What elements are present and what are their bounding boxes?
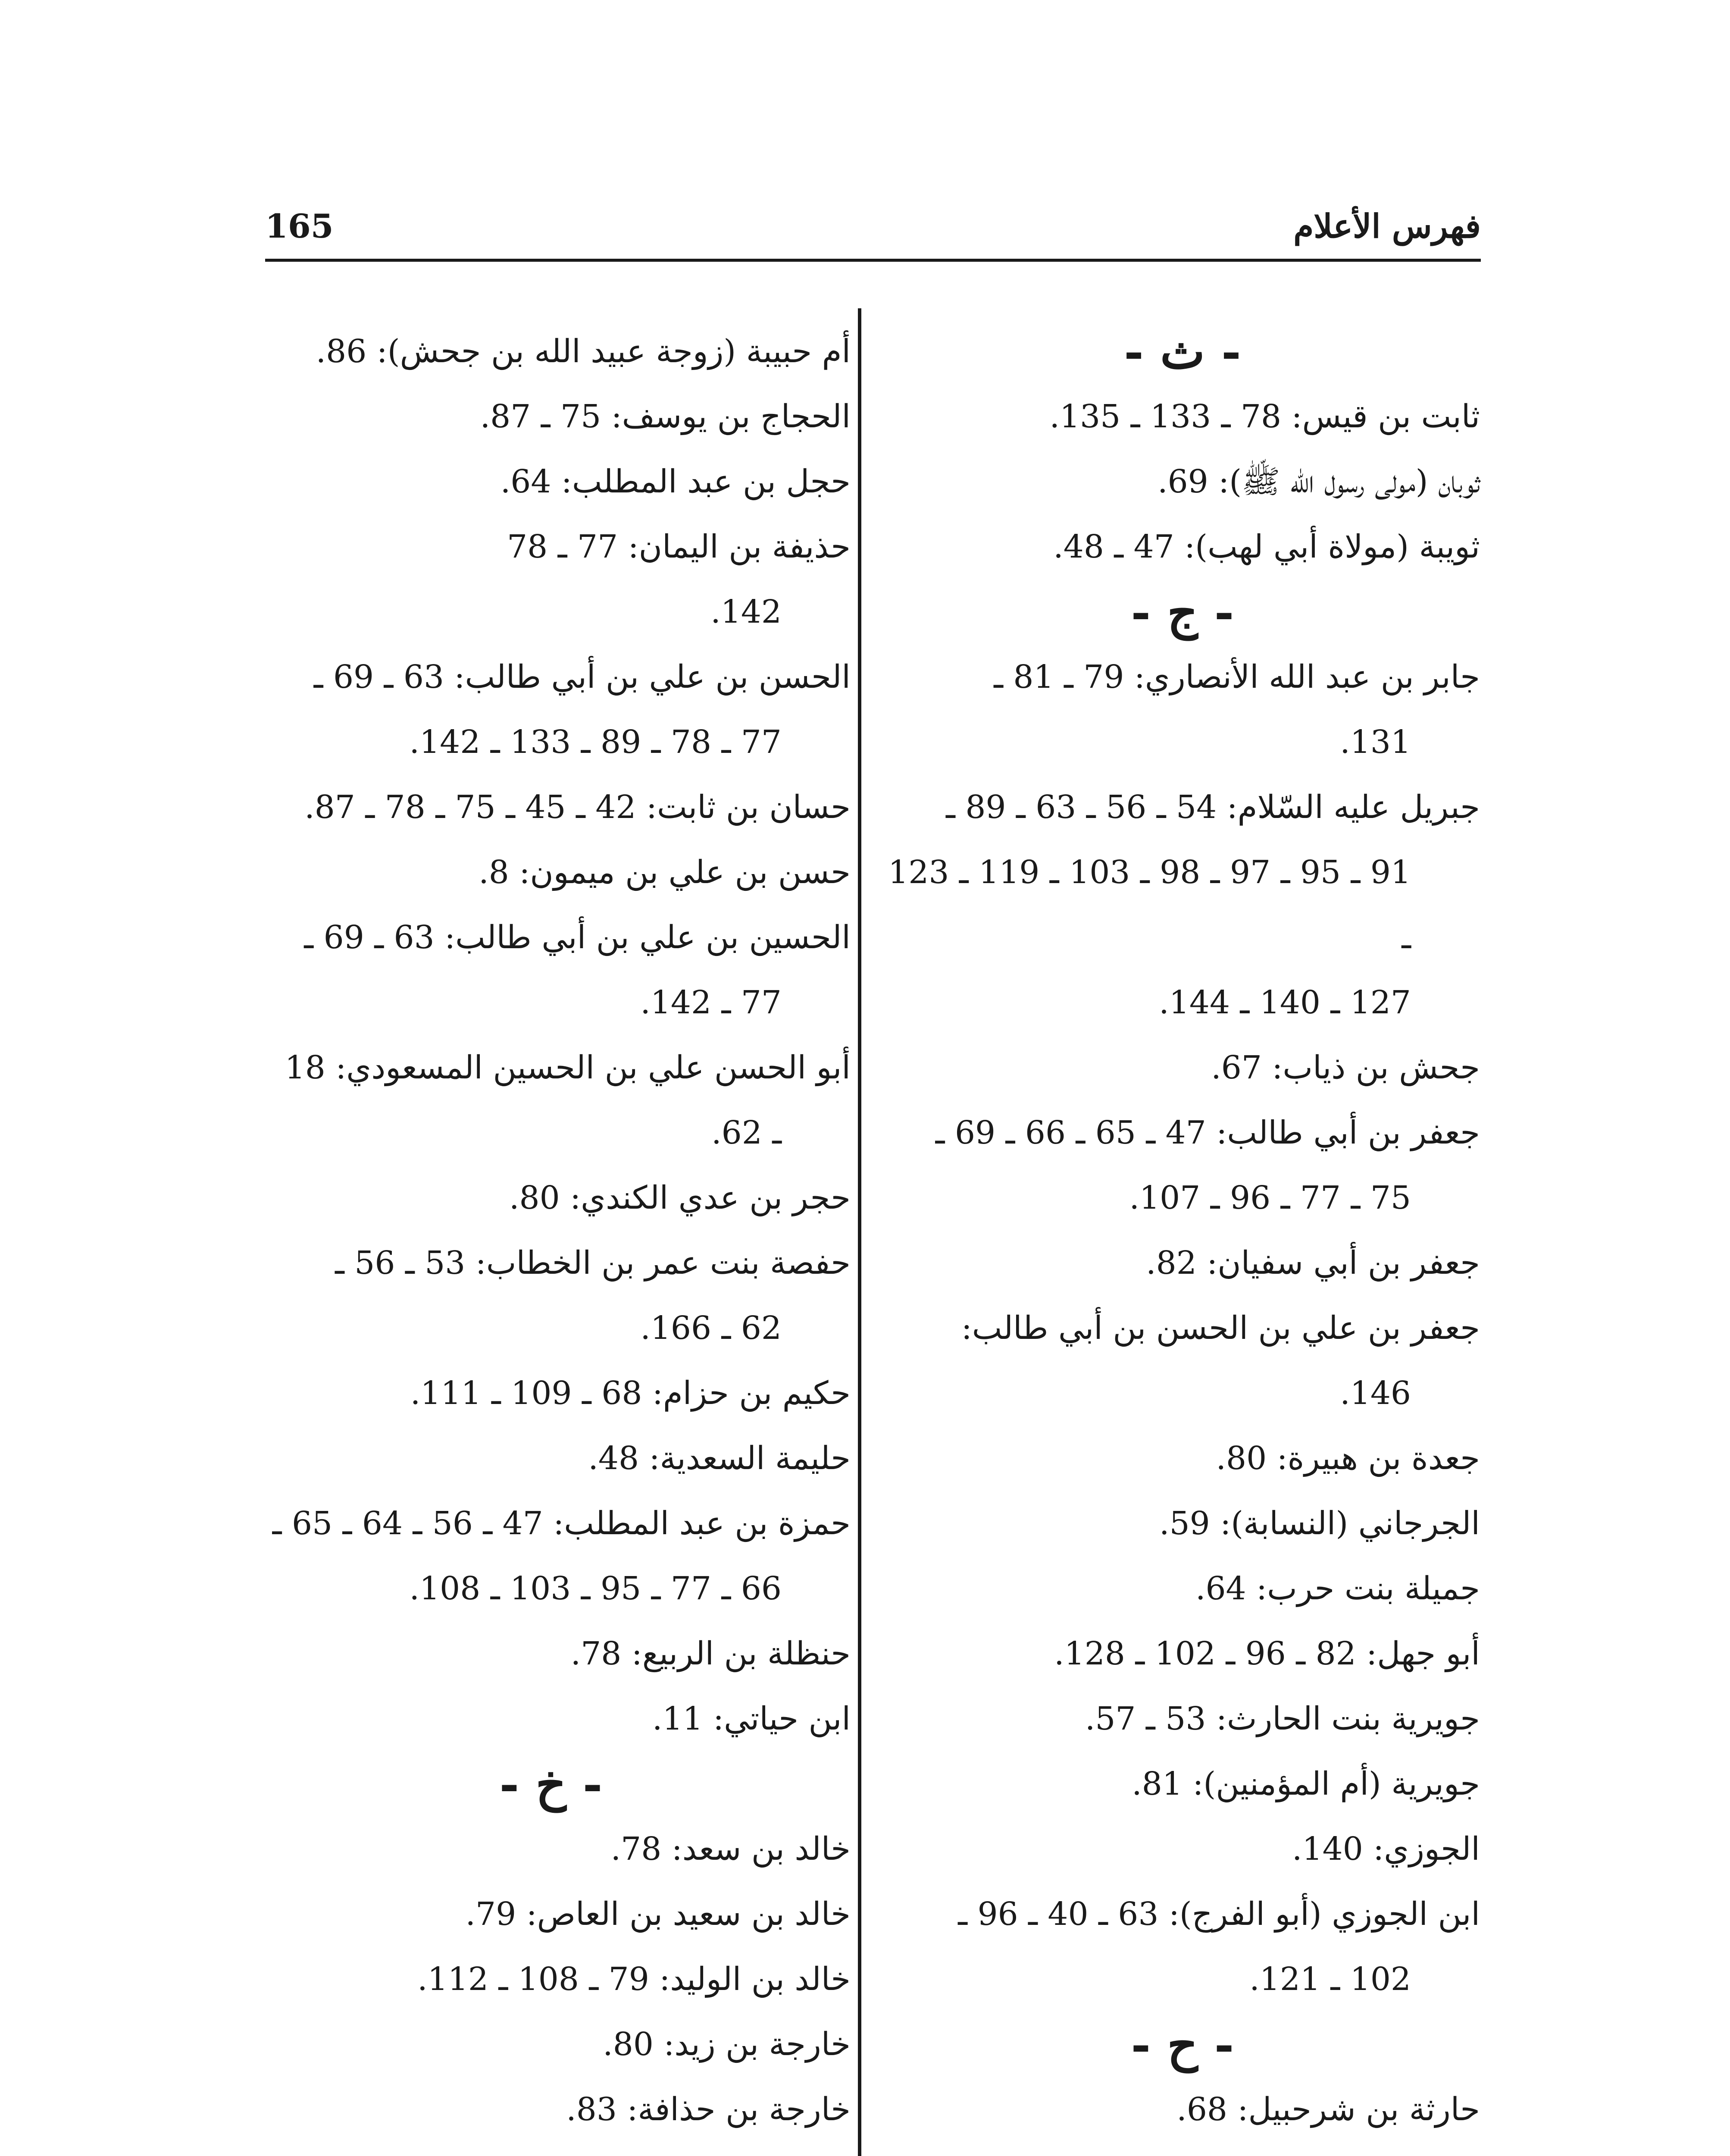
index-entry [251, 905, 851, 1035]
index-entry [885, 1296, 1480, 1426]
index-entry-text: جعفر بن علي بن الحسن بن أبي طالب: [961, 1310, 1480, 1347]
index-entry-text: الجوزي: 140. [1292, 1830, 1480, 1868]
index-entry-text: خالد بن سعيد بن العاص: 79. [465, 1896, 851, 1933]
index-entry-text: الجرجاني (النسابة): 59. [1159, 1505, 1480, 1542]
index-entry [251, 2142, 851, 2156]
index-entry-text: حمزة بن عبد المطلب: 47 ـ 56 ـ 64 ـ 65 ـ [272, 1505, 851, 1542]
index-entry [251, 1361, 851, 1426]
index-entry-text: حسن بن علي بن ميمون: 8. [479, 854, 851, 891]
index-entry-continuation: 75 ـ 77 ـ 96 ـ 107. [1129, 1179, 1411, 1216]
index-entry [885, 1556, 1480, 1621]
index-entry [251, 1231, 851, 1361]
index-entry-text: ثوبان (مولى رسول الله ﷺ): 69. [1158, 463, 1480, 500]
index-entry-text: أبو جهل: 82 ـ 96 ـ 102 ـ 128. [1054, 1635, 1480, 1672]
column-divider [858, 308, 861, 2156]
index-entry [885, 1882, 1480, 2012]
page-title: فهرس الأعلام [1293, 207, 1481, 245]
index-entry-text: حليمة السعدية: 48. [588, 1440, 851, 1477]
index-entry-text: خالد بن سعد: 78. [610, 1830, 851, 1868]
index-entry [251, 840, 851, 905]
index-entry-continuation: 146. [1340, 1375, 1411, 1412]
index-entry-text: جعدة بن هبيرة: 80. [1216, 1440, 1480, 1477]
index-entry-text: جعفر بن أبي سفيان: 82. [1146, 1244, 1480, 1282]
section-letter-heading: - ث - [1124, 324, 1241, 379]
index-entry-text: جويرية (أم المؤمنين): 81. [1132, 1765, 1480, 1802]
index-entry-text: جبريل عليه السّلام: 54 ـ 56 ـ 63 ـ 89 ـ [946, 789, 1480, 826]
index-entry-text: الحسن بن علي بن أبي طالب: 63 ـ 69 ـ [313, 658, 851, 696]
index-entry [885, 449, 1480, 514]
index-entry [885, 1621, 1480, 1686]
index-entry [885, 384, 1480, 449]
index-entry-continuation: ـ 62. [711, 1114, 782, 1151]
index-entry [251, 1817, 851, 1882]
index-entry [251, 2077, 851, 2142]
index-entry-continuation: 142. [710, 593, 782, 630]
index-entry-text: ثويبة (مولاة أبي لهب): 47 ـ 48. [1053, 528, 1480, 565]
index-entry [251, 1035, 851, 1166]
index-entry-continuation: 127 ـ 140 ـ 144. [1159, 984, 1411, 1021]
index-entry [251, 775, 851, 840]
index-entry [885, 2077, 1480, 2142]
index-entry [885, 1100, 1480, 1231]
index-entry-text: حارثة بن شرحبيل: 68. [1176, 2091, 1480, 2128]
index-entry-text: حسان بن ثابت: 42 ـ 45 ـ 75 ـ 78 ـ 87. [304, 789, 851, 826]
index-entry-text: حفصة بنت عمر بن الخطاب: 53 ـ 56 ـ [335, 1244, 851, 1282]
index-entry [251, 1491, 851, 1621]
index-entry-text: أم حبيبة (زوجة عبيد الله بن جحش): 86. [316, 333, 851, 370]
index-entry-text: جعفر بن أبي طالب: 47 ـ 65 ـ 66 ـ 69 ـ [935, 1114, 1480, 1151]
index-entry-text: خارجة بن زيد: 80. [603, 2026, 851, 2063]
index-entry-text: جويرية بنت الحارث: 53 ـ 57. [1085, 1700, 1480, 1737]
index-entry [885, 1231, 1480, 1296]
index-entry [885, 1752, 1480, 1817]
index-entry-text: حذيفة بن اليمان: 77 ـ 78 [507, 528, 851, 565]
index-entry [885, 645, 1480, 775]
index-entry-text: أبو الحسن علي بن الحسين المسعودي: 18 [285, 1049, 851, 1086]
index-entry-text: حجل بن عبد المطلب: 64. [500, 463, 851, 500]
index-entry [885, 775, 1480, 1035]
index-entry [251, 2012, 851, 2077]
page-number: 165 [265, 207, 334, 245]
header-rule [265, 259, 1481, 262]
index-entry-continuation: 102 ـ 121. [1249, 1961, 1411, 1998]
index-entry [885, 1817, 1480, 1882]
index-entry [251, 449, 851, 514]
index-entry [251, 1426, 851, 1491]
index-entry-continuation: 66 ـ 77 ـ 95 ـ 103 ـ 108. [409, 1570, 782, 1607]
index-entry-text: حكيم بن حزام: 68 ـ 109 ـ 111. [410, 1375, 851, 1412]
right-column [885, 319, 1480, 2156]
page-header [265, 203, 1481, 254]
index-entry-text: حجر بن عدي الكندي: 80. [509, 1179, 851, 1216]
index-entry-continuation: 62 ـ 166. [640, 1310, 782, 1347]
index-entry [251, 1686, 851, 1752]
index-entry [251, 645, 851, 775]
index-entry [251, 1882, 851, 1947]
index-entry [885, 1035, 1480, 1100]
section-letter-heading: - ج - [1131, 584, 1234, 640]
index-entry [885, 1686, 1480, 1752]
index-entry-text: خارجة بن حذافة: 83. [566, 2091, 851, 2128]
index-entry-text: ثابت بن قيس: 78 ـ 133 ـ 135. [1049, 398, 1480, 435]
index-entry [885, 1426, 1480, 1491]
index-entry-continuation: 77 ـ 142. [640, 984, 782, 1021]
index-entry [885, 1491, 1480, 1556]
index-entry-continuation: 131. [1340, 724, 1411, 761]
index-entry-text: الحسين بن علي بن أبي طالب: 63 ـ 69 ـ [304, 919, 851, 956]
index-entry [251, 1947, 851, 2012]
index-entry-text: جابر بن عبد الله الأنصاري: 79 ـ 81 ـ [994, 658, 1480, 696]
index-entry [885, 514, 1480, 580]
section-letter-heading: - ح - [1131, 2017, 1234, 2072]
index-entry [885, 2142, 1480, 2156]
index-entry-continuation: 91 ـ 95 ـ 97 ـ 98 ـ 103 ـ 119 ـ 123 ـ [888, 854, 1411, 956]
section-letter-heading: - خ - [499, 1756, 603, 1812]
index-entry-text: الحجاج بن يوسف: 75 ـ 87. [480, 398, 851, 435]
index-entry-text: جحش بن ذياب: 67. [1211, 1049, 1480, 1086]
index-entry-continuation: 77 ـ 78 ـ 89 ـ 133 ـ 142. [409, 724, 782, 761]
index-entry-text: ابن حياتي: 11. [652, 1700, 851, 1737]
left-column [251, 319, 851, 2156]
index-entry-text: ابن الجوزي (أبو الفرج): 63 ـ 40 ـ 96 ـ [958, 1896, 1480, 1933]
index-entry [251, 319, 851, 384]
index-entry [251, 1621, 851, 1686]
index-entry-text: خالد بن الوليد: 79 ـ 108 ـ 112. [417, 1961, 851, 1998]
index-entry [251, 514, 851, 645]
index-entry [251, 384, 851, 449]
index-entry [251, 1166, 851, 1231]
index-entry-text: جميلة بنت حرب: 64. [1195, 1570, 1480, 1607]
index-entry-text: حنظلة بن الربيع: 78. [570, 1635, 851, 1672]
